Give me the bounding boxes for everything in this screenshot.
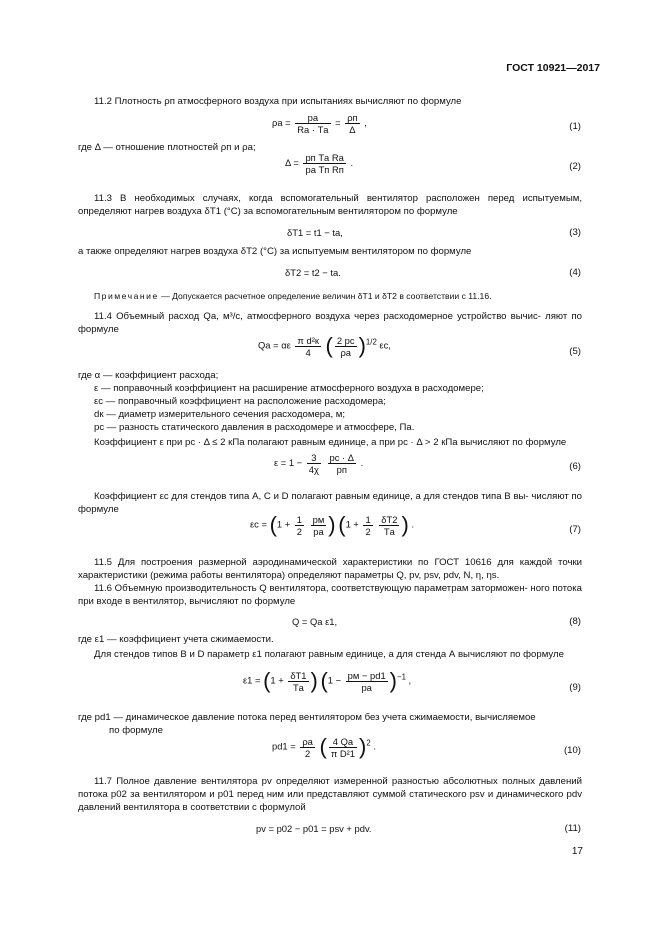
formula-6-number: (6) bbox=[569, 461, 581, 472]
formula-1: ρа = $\frac{pа}{Rа \cdot Tа}$ = $\frac{\rho п}{\Delta}$ , bbox=[272, 112, 367, 135]
formula-10: pd1 = $\frac{\rho а}{2}$ ( $\frac{4 Qа}{\text{π D²1}}$ )$^2$ . bbox=[272, 734, 376, 759]
where-delta: где Δ — отношение плотностей ρп и ρа; bbox=[78, 142, 256, 153]
para-11-4: 11.4 Объемный расход Qа, м³/с, атмосферного воздуха через расходомерное устройство вычис- ляют по формуле bbox=[78, 311, 582, 335]
para-11-2: 11.2 Плотность ρп атмосферного воздуха при испытаниях вычисляют по формуле bbox=[94, 96, 462, 107]
formula-3: δT1 = t1 − tа, bbox=[287, 227, 343, 238]
formula-3-number: (3) bbox=[569, 227, 581, 238]
standard-header: ГОСТ 10921—2017 bbox=[506, 62, 600, 74]
formula-5-number: (5) bbox=[569, 346, 581, 357]
formula-2: Δ = $\frac{\text{pп Tа Rа}}{\text{pа Tп Rп}}$ . bbox=[285, 152, 354, 175]
para-epsilon: Коэффициент ε при pс · Δ ≤ 2 кПа полагают равным единице, а при pс · Δ > 2 кПа вычисляют по формуле bbox=[94, 437, 567, 448]
formula-5: Qа = αε $\frac{\text{π d²к}}{4}$ ( $\frac{2 pс}{\rho а}$ )$^{1/2}$ εс, bbox=[258, 333, 391, 358]
formula-7-number: (7) bbox=[569, 524, 581, 535]
para-11-3-b: а также определяют нагрев воздуха δT2 (°С) за испытуемым вентилятором по формуле bbox=[78, 246, 472, 257]
para-epsilon-1: Для стендов типов В и D параметр ε1 полагают равным единице, а для стенда А вычисляют по формуле bbox=[94, 649, 564, 660]
formula-8-number: (8) bbox=[569, 616, 581, 627]
page-number: 17 bbox=[571, 846, 583, 857]
where-pd1-b: по формуле bbox=[109, 725, 163, 736]
formula-10-number: (10) bbox=[563, 745, 581, 756]
formula-4-number: (4) bbox=[569, 267, 581, 278]
formula-8: Q = Qа ε1, bbox=[292, 616, 338, 627]
formula-11: pv = p02 − p01 = psv + pdv. bbox=[256, 823, 372, 834]
where-alpha: где α — коэффициент расхода; bbox=[78, 370, 219, 381]
para-11-3: 11.3 В необходимых случаях, когда вспомогательный вентилятор расположен перед испытуемым, определяют нагрев воздуха δT1 (°С) за вспомогательным вентилятором по формуле bbox=[78, 193, 582, 217]
para-11-7: 11.7 Полное давление вентилятора pv определяют измеренной разностью абсолютных полных давлений потока p02 за вентилятором и p01 перед ним или представляют суммой статического psv и динамического pdv давлений вентилятора в соответствии с формулой bbox=[78, 776, 583, 813]
where-epsilon-c: εс — поправочный коэффициент на расположение расходомера; bbox=[94, 396, 386, 407]
formula-2-number: (2) bbox=[569, 161, 581, 172]
formula-6: ε = 1 − $\frac{3}{4\chi}$ $\frac{pс \cdot \Delta}{pп}$ . bbox=[274, 452, 364, 475]
formula-9-number: (9) bbox=[569, 682, 581, 693]
where-epsilon-1: где ε1 — коэффициент учета сжимаемости. bbox=[78, 634, 274, 645]
formula-9: ε1 = (1 + $\frac{\delta T1}{Tа}$ ) (1 − $\frac{pм - pd1}{pа}$ )$^{-1}$ , bbox=[243, 668, 412, 693]
formula-11-number: (11) bbox=[564, 823, 581, 834]
note: Примечание — Допускается расчетное определение величин δT1 и δT2 в соответствии с 11.16. bbox=[94, 291, 492, 301]
para-11-5: 11.5 Для построения размерной аэродинамической характеристики по ГОСТ 10616 для каждой точки характеристики (режима работы вентилятора) определяют параметры Q, pv, psv, pdv, N, η, ηs. bbox=[78, 557, 582, 581]
para-11-6: 11.6 Объемную производительность Q вентилятора, соответствующую параметрам заторможен- ного потока при входе в вентилятор, вычисляют по формуле bbox=[78, 583, 583, 607]
formula-4: δT2 = t2 − tа. bbox=[285, 267, 341, 278]
where-pc: pс — разность статического давления в расходомере и атмосфере, Па. bbox=[94, 422, 415, 433]
where-pd1: где pd1 — динамическое давление потока перед вентилятором без учета сжимаемости, вычисляемое bbox=[78, 712, 536, 723]
para-epsilon-c: Коэффициент εс для стендов типа А, С и D полагают равным единице, а для стендов типа В вы- числяют по формуле bbox=[78, 491, 582, 515]
where-dk: dк — диаметр измерительного сечения расходомера, м; bbox=[94, 409, 346, 420]
formula-1-number: (1) bbox=[569, 121, 581, 132]
formula-7: εс = (1 + $\frac{1}{2}$ $\frac{pм}{pа}$ ) (1 + $\frac{1}{2}$ $\frac{\delta T2}{Tа}$ ) . bbox=[250, 512, 415, 537]
where-epsilon: ε — поправочный коэффициент на расширение атмосферного воздуха в расходомере; bbox=[94, 383, 484, 394]
